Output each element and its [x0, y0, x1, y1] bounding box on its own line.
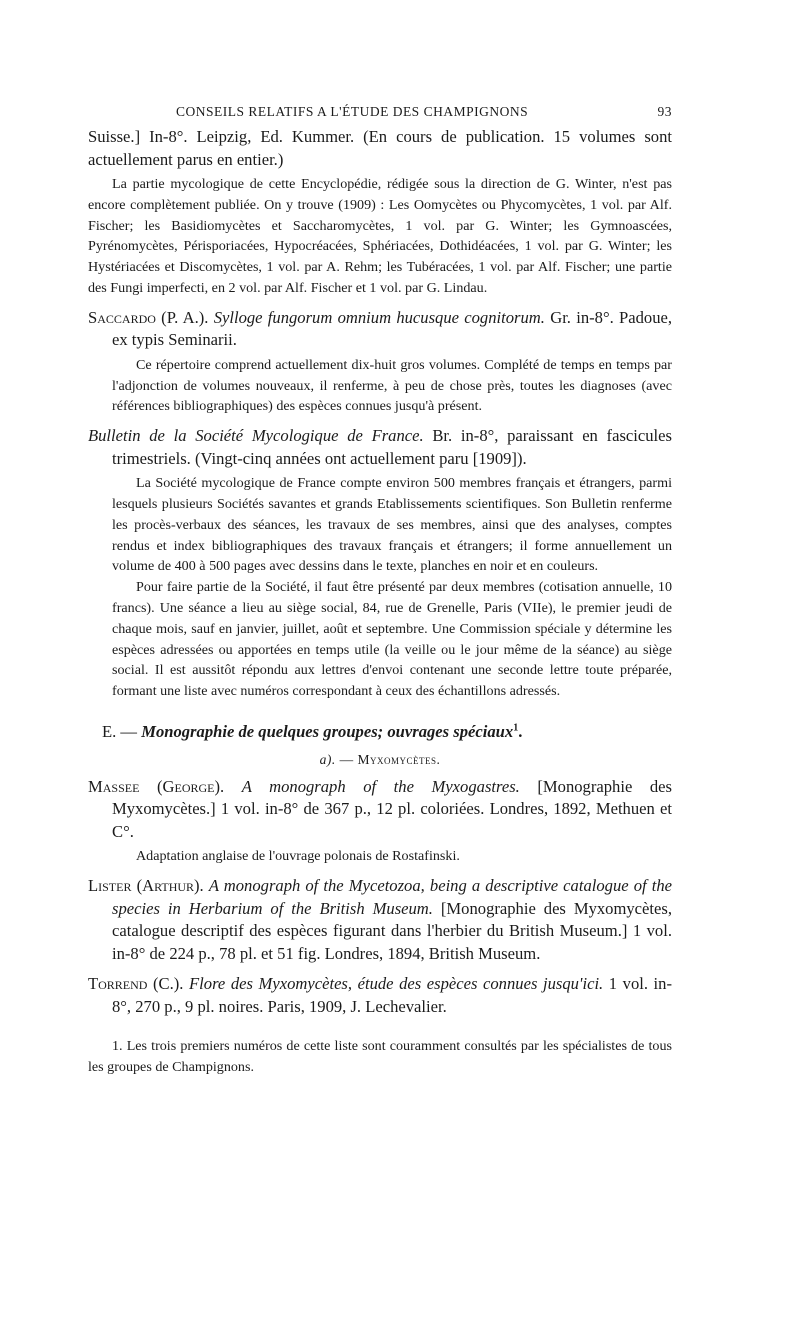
- subsection-letter: a).: [319, 751, 336, 767]
- subsection-heading-a: [88, 752, 672, 768]
- section-label: E. —: [102, 721, 142, 741]
- running-title: CONSEILS RELATIFS A L'ÉTUDE DES CHAMPIGNONS: [176, 104, 529, 119]
- work-title: Flore des Myxomycètes, étude des espèces connues jusqu'ici.: [189, 974, 604, 994]
- work-title: Sylloge fungorum omnium hucusque cognitorum.: [213, 307, 545, 327]
- section-heading-e: [88, 722, 672, 742]
- entry-note-1: La Société mycologique de France compte environ 500 membres français et étrangers, parmi lesquels plusieurs Sociétés savantes et grands Etablissements scientifiques. Son Bulletin renferme les procès-verbaux des séances, les travaux de ses membres, ainsi que des analyses, comptes rendus et index bibliographiques des travaux français et étrangers; il forme annuellement un volume de 400 à 500 pages avec dessins dans le texte, planches en noir et en couleurs.: [112, 475, 672, 575]
- running-header: [88, 104, 672, 126]
- publication-details: Br. in-8°, paraissant en fascicules trimestriels. (Vingt-cinq années ont actuellement paru [1909]).: [112, 426, 672, 468]
- publication-details: [Monographie des Myxomycètes.] 1 vol. in-8° de 367 p., 12 pl. coloriées. Londres, 1892, Methuen et C°.: [112, 776, 672, 841]
- entry-note-encyclopedie: La partie mycologique de cette Encyclopédie, rédigée sous la direction de G. Winter, n'est pas encore complètement publiée. On y trouve (1909) : Les Oomycètes ou Phycomycètes, 1 vol. par Alf. Fischer; les Basidiomycètes et Saccharomycètes, 1 vol. par G. Winter; les Gymnoascées, Pyrénomycètes, Périsporiacées, Hypocréacées, Sphériacées, Dothidéacées, 1 vol. par G. Winter; les Hystériacées et Discomycètes, 1 vol. par A. Rehm; les Tubéracées, 1 vol. par Alf. Fischer; une partie des Fungi imperfecti, en 2 vol. par Alf. Fischer et 1 vol. par G. Lindau.: [88, 176, 672, 296]
- entry-continuation: Suisse.] In-8°. Leipzig, Ed. Kummer. (En cours de publication. 15 volumes sont actuellement parus en entier.): [88, 127, 672, 169]
- entry-bulletin: [88, 425, 672, 702]
- work-title: A monograph of the Mycetozoa, being a descriptive catalogue of the species in Herbarium of the British Museum.: [112, 876, 672, 918]
- work-title: Bulletin de la Société Mycologique de France.: [88, 426, 424, 446]
- entry-massee: [88, 776, 672, 867]
- subsection-title: — Myxomycètes.: [335, 751, 441, 767]
- footnote: 1. Les trois premiers numéros de cette liste sont couramment consultés par les spécialistes de tous les groupes de Champignons.: [88, 1038, 672, 1075]
- publication-details: [Monographie des Myxomycètes, catalogue descriptif des espèces figurant dans l'herbier du British Museum.] 1 vol. in-8° de 224 p., 78 pl. et 51 fig. Londres, 1894, British Museum.: [112, 898, 672, 963]
- section-title: Monographie de quelques groupes; ouvrages spéciaux: [141, 721, 514, 741]
- publication-details: 1 vol. in-8°, 270 p., 9 pl. noires. Paris, 1909, J. Lechevalier.: [112, 974, 672, 1016]
- entry-note: Ce répertoire comprend actuellement dix-huit gros volumes. Complété de temps en temps par l'adjonction de volumes nouveaux, il renferme, à peu de chose près, toutes les diagnoses (avec références bibliographiques) des espèces connues jusqu'à présent.: [112, 356, 672, 415]
- publication-details: Gr. in-8°. Padoue, ex typis Seminarii.: [112, 307, 673, 350]
- author: Torrend (C.).: [88, 974, 184, 994]
- footnote-mark: 1: [513, 722, 519, 734]
- entry-note: Adaptation anglaise de l'ouvrage polonais de Rostafinski.: [136, 848, 460, 865]
- entry-saccardo: [88, 307, 672, 417]
- entry-torrend: [88, 973, 672, 1018]
- author: Saccardo (P. A.).: [88, 307, 209, 327]
- entry-lister: [88, 875, 672, 965]
- page-number: 93: [657, 104, 672, 119]
- book-page: [88, 104, 672, 1091]
- author: Lister (Arthur).: [88, 876, 204, 896]
- author: Massee (George).: [88, 776, 225, 796]
- entry-note-2: Pour faire partie de la Société, il faut être présenté par deux membres (cotisation annuelle, 10 francs). Une séance a lieu au siège social, 84, rue de Grenelle, Paris (VIIe), le premier jeudi de chaque mois, sauf en janvier, juillet, août et septembre. Une Commission spéciale y détermine les espèces adressées ou apportées en temps utile (la veille ou le jour même de la séance) au siège social. Il est aussitôt répondu aux lettres d'envoi contenant une seconde lettre toute préparée, formant une liste avec numéros correspondant à ceux des échantillons adressés.: [112, 579, 672, 700]
- section-end: .: [518, 721, 523, 741]
- work-title: A monograph of the Myxogastres.: [241, 776, 520, 796]
